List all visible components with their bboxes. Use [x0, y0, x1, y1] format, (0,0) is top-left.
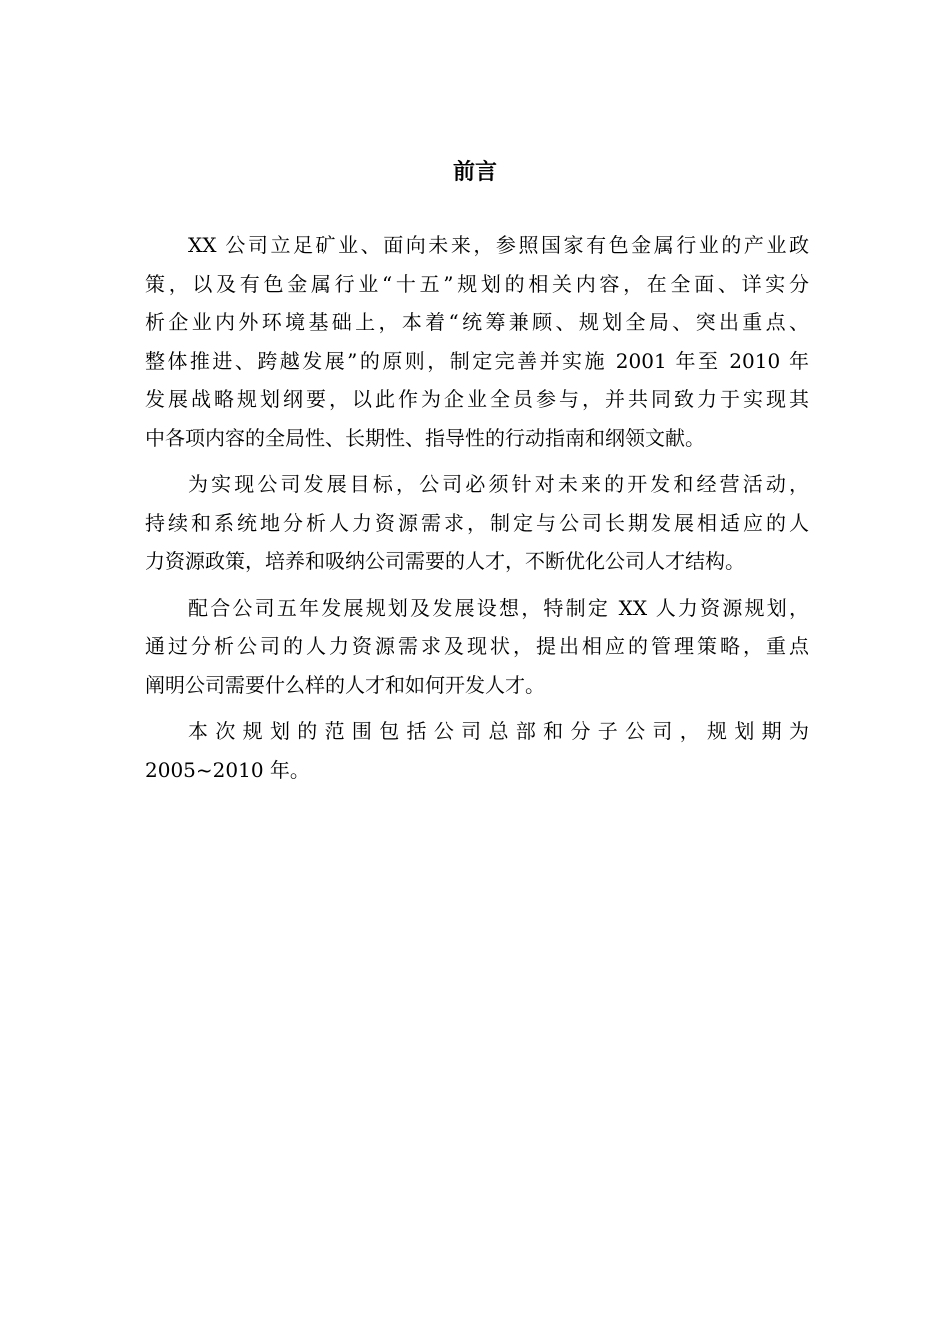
paragraph-line: 析企业内外环境基础上，本着“统筹兼顾、规划全局、突出重点、	[145, 310, 809, 334]
paragraph-goal	[145, 465, 809, 581]
paragraph-line: 整体推进、跨越发展”的原则，制定完善并实施 2001 年至 2010 年	[145, 348, 809, 373]
paragraph-line: 发展战略规划纲要，以此作为企业全员参与，并共同致力于实现其	[145, 387, 809, 411]
paragraph-scope	[145, 712, 809, 789]
paragraph-line: 通过分析公司的人力资源需求及现状，提出相应的管理策略，重点	[145, 634, 809, 658]
page-title: 前言	[452, 160, 497, 185]
paragraph-plan	[145, 589, 809, 705]
document-body	[145, 226, 809, 797]
paragraph-line: 策，以及有色金属行业“十五”规划的相关内容，在全面、详实分	[145, 271, 809, 296]
paragraph-line: 中各项内容的全局性、长期性、指导性的行动指南和纲领文献。	[145, 425, 705, 450]
paragraph-line: 力资源政策，培养和吸纳公司需要的人才，不断优化公司人才结构。	[145, 549, 745, 573]
paragraph-line: 配合公司五年发展规划及发展设想，特制定 XX 人力资源规划，	[188, 595, 809, 620]
paragraph-line: 为实现公司发展目标，公司必须针对未来的开发和经营活动，	[188, 472, 809, 496]
paragraph-intro	[145, 226, 809, 457]
paragraph-line: 2005~2010 年。	[145, 757, 310, 782]
paragraph-line: 持续和系统地分析人力资源需求，制定与公司长期发展相适应的人	[145, 510, 809, 535]
paragraph-line: XX 公司立足矿业、面向未来，参照国家有色金属行业的产业政	[188, 233, 809, 257]
paragraph-line: 阐明公司需要什么样的人才和如何开发人才。	[145, 672, 545, 697]
paragraph-line: 本次规划的范围包括公司总部和分子公司，规划期为	[188, 719, 809, 743]
